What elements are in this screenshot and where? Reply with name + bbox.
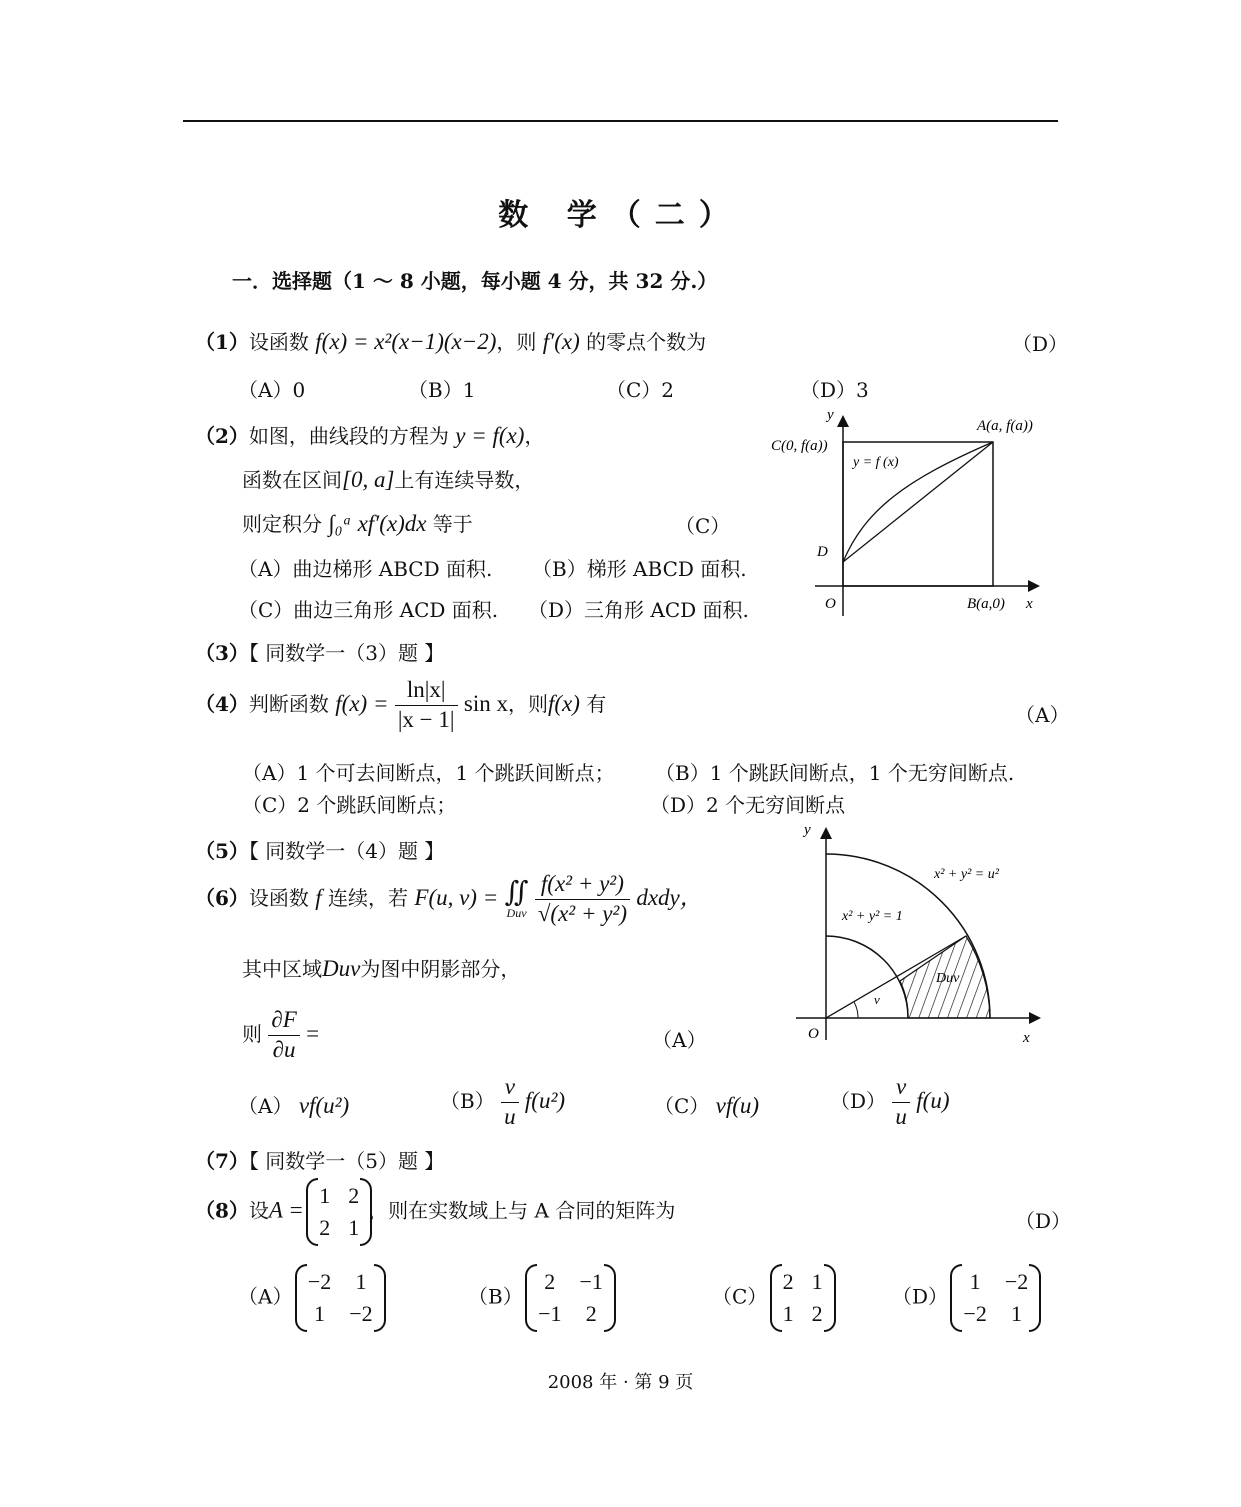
q2-option-b: （B）梯形 ABCD 面积. — [532, 557, 747, 581]
q6-text-b: 连续，若 — [328, 885, 409, 910]
q2-figure — [765, 400, 1050, 625]
q6-option-d-label: （D） — [830, 1088, 887, 1113]
page-footer: 2008 年 · 第 9 页 — [547, 1372, 694, 1393]
q6-lhs: F(u, v) = — [414, 884, 499, 910]
q6-stem — [195, 870, 703, 929]
q8-option-a — [238, 1266, 382, 1330]
q6-origin-label: O — [808, 1026, 819, 1042]
q2-line2-formula: [0, a] — [342, 467, 395, 492]
q2-line3-b: 等于 — [432, 512, 473, 536]
q1-text-c: 的零点个数为 — [586, 330, 707, 354]
q4-text-c: 有 — [586, 691, 607, 716]
q4-option-b: （B）1 个跳跃间断点，1 个无穷间断点. — [655, 761, 1015, 785]
q6-option-d — [830, 1073, 949, 1132]
q6-option-a-label: （A） — [238, 1094, 293, 1118]
q6-x-label: x — [1023, 1030, 1030, 1046]
matrix-cell: 2 — [811, 1301, 823, 1326]
q2-line3-formula: ∫₀ᵃ xf′(x)dx — [328, 511, 427, 536]
q2-origin-label: O — [825, 596, 836, 612]
q2-answer: （C） — [675, 514, 731, 538]
q6-angle-label: v — [874, 992, 880, 1007]
q4-option-c: （C）2 个跳跃间断点； — [242, 793, 457, 817]
q8-option-b-label: （B） — [468, 1284, 523, 1309]
q6-line3 — [242, 1006, 319, 1065]
matrix-cell: −2 — [963, 1301, 987, 1326]
q4-rhs: sin x — [463, 690, 508, 716]
matrix-cell: −1 — [579, 1269, 603, 1294]
matrix-a-cell: 1 — [348, 1215, 360, 1240]
q8-option-a-matrix — [299, 1266, 382, 1330]
section-heading: 一．选择题（1 ～ 8 小题，每小题 4 分，共 32 分.） — [232, 269, 718, 293]
q2-line2-a: 函数在区间 — [242, 468, 342, 492]
q6-numerator: f(x² + y²) — [535, 870, 630, 900]
q8-number: （8） — [195, 1198, 249, 1223]
q7-text: 【 同数学一（5）题 】 — [248, 1149, 445, 1173]
q6-text-a: 设函数 — [248, 885, 309, 910]
q2-line2-b: 上有连续导数， — [394, 468, 535, 492]
q6-option-b-expr: f(u²) — [524, 1087, 566, 1113]
q1-text-a: 设函数 — [248, 330, 309, 354]
q6-denominator: √(x² + y²) — [537, 900, 627, 926]
q1-formula: f(x) = x²(x−1)(x−2) — [315, 329, 497, 354]
matrix-cell: −2 — [307, 1269, 332, 1294]
q6-line2 — [242, 953, 520, 982]
q8-option-a-label: （A） — [238, 1284, 293, 1309]
q6-line2-a: 其中区域 — [242, 957, 322, 981]
page-title: 数 学（二） — [498, 198, 743, 233]
q8-answer: （D） — [1015, 1209, 1072, 1233]
q2-option-a: （A）曲边梯形 ABCD 面积. — [238, 557, 493, 581]
q8-lhs: A = — [268, 1197, 304, 1223]
q2-line3 — [242, 508, 473, 537]
q8-option-d — [892, 1266, 1037, 1330]
q4-lhs: f(x) = — [335, 690, 389, 716]
q6-tail: dxdy， — [636, 884, 703, 910]
q2-point-c-label: C(0, f(a)) — [771, 438, 828, 454]
q6-partial-fraction — [268, 1006, 299, 1065]
q6-region-label: Duv — [936, 971, 960, 986]
q2-option-d: （D）三角形 ACD 面积. — [528, 598, 749, 622]
matrix-cell: 1 — [782, 1301, 794, 1326]
matrix-cell: 2 — [782, 1269, 794, 1294]
q6-option-d-den: u — [895, 1103, 907, 1129]
matrix-cell: −1 — [538, 1301, 562, 1326]
q1-option-a: （A）0 — [238, 378, 306, 402]
matrix-cell: −2 — [349, 1301, 373, 1326]
q1-formula2: f′(x) — [542, 329, 580, 354]
matrix-cell: 1 — [811, 1269, 823, 1294]
q2-line3-a: 则定积分 — [242, 512, 322, 536]
matrix-cell: 1 — [355, 1269, 367, 1294]
matrix-a-cell: 1 — [319, 1183, 331, 1208]
q6-option-b-num: v — [501, 1073, 519, 1103]
q6-number: （6） — [195, 885, 249, 910]
q8-text-b: ，则在实数域上与 A 合同的矩阵为 — [368, 1198, 676, 1223]
q4-stem — [195, 676, 606, 735]
q4-answer: （A） — [1015, 703, 1070, 727]
q6-option-d-fraction — [892, 1073, 910, 1132]
q1-option-b: （B）1 — [408, 378, 476, 402]
q8-stem — [195, 1180, 675, 1244]
q6-partial-den: ∂u — [272, 1036, 296, 1062]
q6-option-d-expr: f(u) — [916, 1087, 950, 1113]
q6-inner-circle-label: x² + y² = 1 — [842, 909, 903, 924]
q6-option-b-fraction — [501, 1073, 519, 1132]
q6-integral-domain: Duv — [506, 906, 527, 921]
matrix-cell: −2 — [1004, 1269, 1029, 1294]
q7-number: （7） — [195, 1149, 249, 1173]
q2-y-label: y — [827, 407, 834, 423]
q4-fraction — [395, 676, 458, 735]
q6-option-c-expr: vf(u) — [715, 1093, 760, 1118]
q8-option-c-label: （C） — [712, 1284, 768, 1309]
q6-figure — [790, 818, 1050, 1053]
q6-option-b-den: u — [504, 1103, 516, 1129]
q8-option-b-matrix — [529, 1266, 612, 1330]
q8-option-d-matrix — [954, 1266, 1037, 1330]
q4-text-b: ，则 — [507, 691, 548, 716]
q4-numerator: ln|x| — [395, 676, 458, 706]
q6-option-d-num: v — [892, 1073, 910, 1103]
q6-line2-b: 为图中阴影部分， — [360, 957, 521, 981]
q4-number: （4） — [195, 691, 249, 716]
q6-option-b-label: （B） — [440, 1088, 495, 1113]
matrix-cell: 2 — [585, 1301, 597, 1326]
q2-option-c: （C）曲边三角形 ACD 面积. — [238, 598, 499, 622]
q3-line — [195, 637, 444, 666]
q5-text: 【 同数学一（4）题 】 — [248, 839, 445, 863]
q6-y-label: y — [804, 822, 811, 838]
q6-line3-a: 则 — [242, 1021, 262, 1046]
q3-text: 【 同数学一（3）题 】 — [248, 641, 445, 665]
q5-number: （5） — [195, 839, 249, 863]
q6-option-a — [238, 1090, 349, 1119]
q2-line1-formula: y = f(x) — [455, 423, 525, 448]
q6-option-c-label: （C） — [654, 1094, 710, 1118]
q2-point-a-label: A(a, f(a)) — [977, 418, 1033, 434]
q6-option-b — [440, 1073, 565, 1132]
q8-text-a: 设 — [248, 1198, 269, 1223]
q2-point-b-label: B(a,0) — [967, 596, 1005, 612]
q8-matrix-a — [310, 1180, 368, 1244]
matrix-a-cell: 2 — [348, 1183, 360, 1208]
q6-partial-num: ∂F — [268, 1006, 299, 1036]
q4-option-d: （D）2 个无穷间断点 — [650, 793, 846, 817]
q6-answer: （A） — [652, 1028, 707, 1052]
q2-number: （2） — [195, 424, 249, 448]
q6-equals: = — [306, 1020, 320, 1046]
q2-line2 — [242, 464, 534, 493]
q2-x-label: x — [1026, 596, 1033, 612]
q6-f: f — [315, 884, 322, 910]
q2-line1-end: ， — [524, 424, 545, 448]
q3-number: （3） — [195, 641, 249, 665]
header-rule — [183, 120, 1058, 122]
q7-line — [195, 1145, 444, 1174]
q4-text-a: 判断函数 — [248, 691, 329, 716]
q6-angle-arc — [854, 1002, 858, 1018]
q2-curve-label: y = f (x) — [853, 455, 899, 470]
q6-line2-formula: Duv — [322, 956, 361, 981]
q5-line — [195, 835, 444, 864]
q4-denominator: |x − 1| — [397, 706, 455, 732]
q8-option-d-label: （D） — [892, 1284, 949, 1309]
q1-answer: （D） — [1012, 332, 1069, 356]
q6-outer-circle-label: x² + y² = u² — [934, 867, 999, 882]
q6-option-c — [654, 1090, 759, 1119]
q2-point-d-label: D — [817, 544, 828, 560]
q8-option-c — [712, 1266, 832, 1330]
q2-line1-text: 如图，曲线段的方程为 — [248, 424, 449, 448]
q6-option-a-expr: vf(u²) — [298, 1093, 350, 1118]
q1-stem — [195, 326, 706, 355]
matrix-cell: 2 — [544, 1269, 556, 1294]
q8-option-c-matrix — [774, 1266, 832, 1330]
q1-option-c: （C）2 — [606, 378, 675, 402]
q4-formula2: f(x) — [547, 690, 580, 716]
q8-option-b — [468, 1266, 612, 1330]
matrix-cell: 1 — [969, 1269, 981, 1294]
matrix-a-cell: 2 — [319, 1215, 331, 1240]
q6-fraction — [535, 870, 630, 929]
q1-option-d: （D）3 — [800, 378, 869, 402]
q4-option-a: （A）1 个可去间断点，1 个跳跃间断点； — [242, 761, 615, 785]
q1-number: （1） — [195, 330, 249, 354]
q1-text-b: ，则 — [496, 330, 537, 354]
q6-integral-sign: ∬ — [504, 877, 529, 909]
q6-integral-block — [505, 879, 529, 919]
matrix-cell: 1 — [1011, 1301, 1023, 1326]
matrix-cell: 1 — [314, 1301, 326, 1326]
q2-line1 — [195, 420, 544, 449]
